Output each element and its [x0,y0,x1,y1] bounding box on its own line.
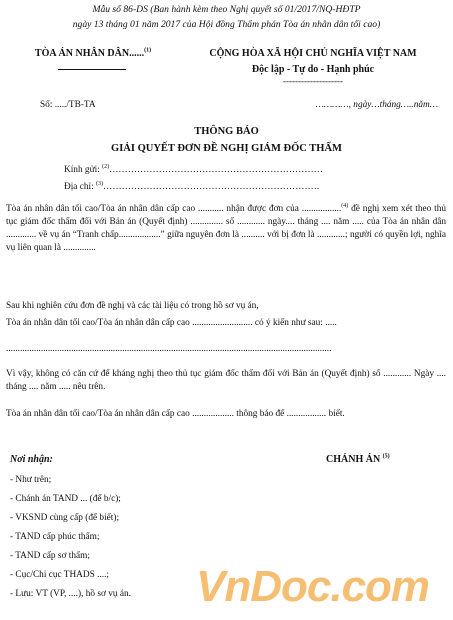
recipient-line [64,164,449,177]
signer-title [326,453,390,466]
recipients-list-item: - Lưu: VT (VP, ....), hồ sơ vụ án. [10,589,131,599]
court-name-text: TÒA ÁN NHÂN DÂN...... [34,48,145,59]
paragraph-received-part2: đề nghị xem xét theo thủ tục giám đốc thẩm đối với Bản án (Quyết định) .............. số ............ ngày.... tháng .... năm ..... của Tòa án nhân dân ............. về vụ án “Tranh chấp..................” giữa nguyên đơn là .......... với bị đơn là ............; người có quyền lợi, nghĩa vụ liên quan là .............. [6,204,447,253]
recipients-list-item: - Cục/Chi cục THADS ....; [10,570,109,580]
paragraph-received-note: (4) [341,202,349,209]
court-name-underline [58,69,126,70]
document-subtitle: GIẢI QUYẾT ĐƠN ĐỀ NGHỊ GIÁM ĐỐC THẨM [111,143,342,154]
motto: Độc lập - Tự do - Hạnh phúc [251,64,375,75]
vndoc-watermark-logo: VnDoc.com [196,562,430,611]
document-number: Số: ...../TB-TA [40,100,96,110]
recipients-list-item: - Như trên; [10,475,52,485]
court-name [8,47,178,61]
recipients-list-item: - TAND cấp sơ thẩm; [10,551,90,561]
paragraph-received-part1: Tòa án nhân dân tối cao/Tòa án nhân dân cấp cao ........... nhận được đơn của ................. [6,204,342,214]
recipients-list-item: - TAND cấp phúc thẩm; [10,532,100,542]
recipients-list-item: - Chánh án TAND ... (để b/c); [10,494,121,504]
address-note: (3) [96,181,104,187]
motto-rule: -------------------- [283,76,343,86]
paragraph-opinion: Tòa án nhân dân tối cao/Tòa án nhân dân cấp cao .......................... có ý kiến như sau: ..... [6,318,337,328]
recipient-label: Kính gửi: [64,165,103,175]
paragraph-received [6,203,446,255]
recipients-label: Nơi nhận: [10,454,53,465]
form-reference-line-1: Mẫu số 86-DS (Ban hành kèm theo Nghị quyết số 01/2017/NQ-HĐTP [92,4,361,15]
recipient-note: (2) [102,164,110,170]
signer-note: (5) [382,453,390,460]
form-reference-line-2: ngày 13 tháng 01 năm 2017 của Hội đồng Thẩm phán Tòa án nhân dân tối cao) [72,19,381,30]
address-label: Địa chỉ: [64,182,97,192]
paragraph-review: Sau khi nghiên cứu đơn đề nghị và các tài liệu có trong hồ sơ vụ án, [6,301,259,311]
recipient-dots: …………………………………………………………… [109,165,323,175]
paragraph-conclusion: Vì vậy, không có căn cứ để kháng nghị theo thủ tục giám đốc thẩm đối với Bản án (Quyết định) số ............ Ngày .... tháng .... năm ..... nêu trên. [6,369,446,392]
address-dots: ……………………………………………………………. [103,182,320,192]
paragraph-opinion-dots: ............................................................................................................................................ [6,344,332,354]
paragraph-notify: Tòa án nhân dân tối cao/Tòa án nhân dân cấp cao .................. thông báo để ................. biết. [6,409,345,419]
address-line [64,181,449,194]
court-name-note: (1) [144,47,152,54]
republic-heading: CỘNG HÒA XÃ HỘI CHỦ NGHĨA VIỆT NAM [209,48,417,59]
document-title: THÔNG BÁO [194,126,259,137]
signer-title-text: CHÁNH ÁN [326,454,383,465]
recipients-list-item: - VKSND cùng cấp (để biết); [10,513,120,523]
document-date: …………, ngày…tháng…..năm… [315,100,438,110]
